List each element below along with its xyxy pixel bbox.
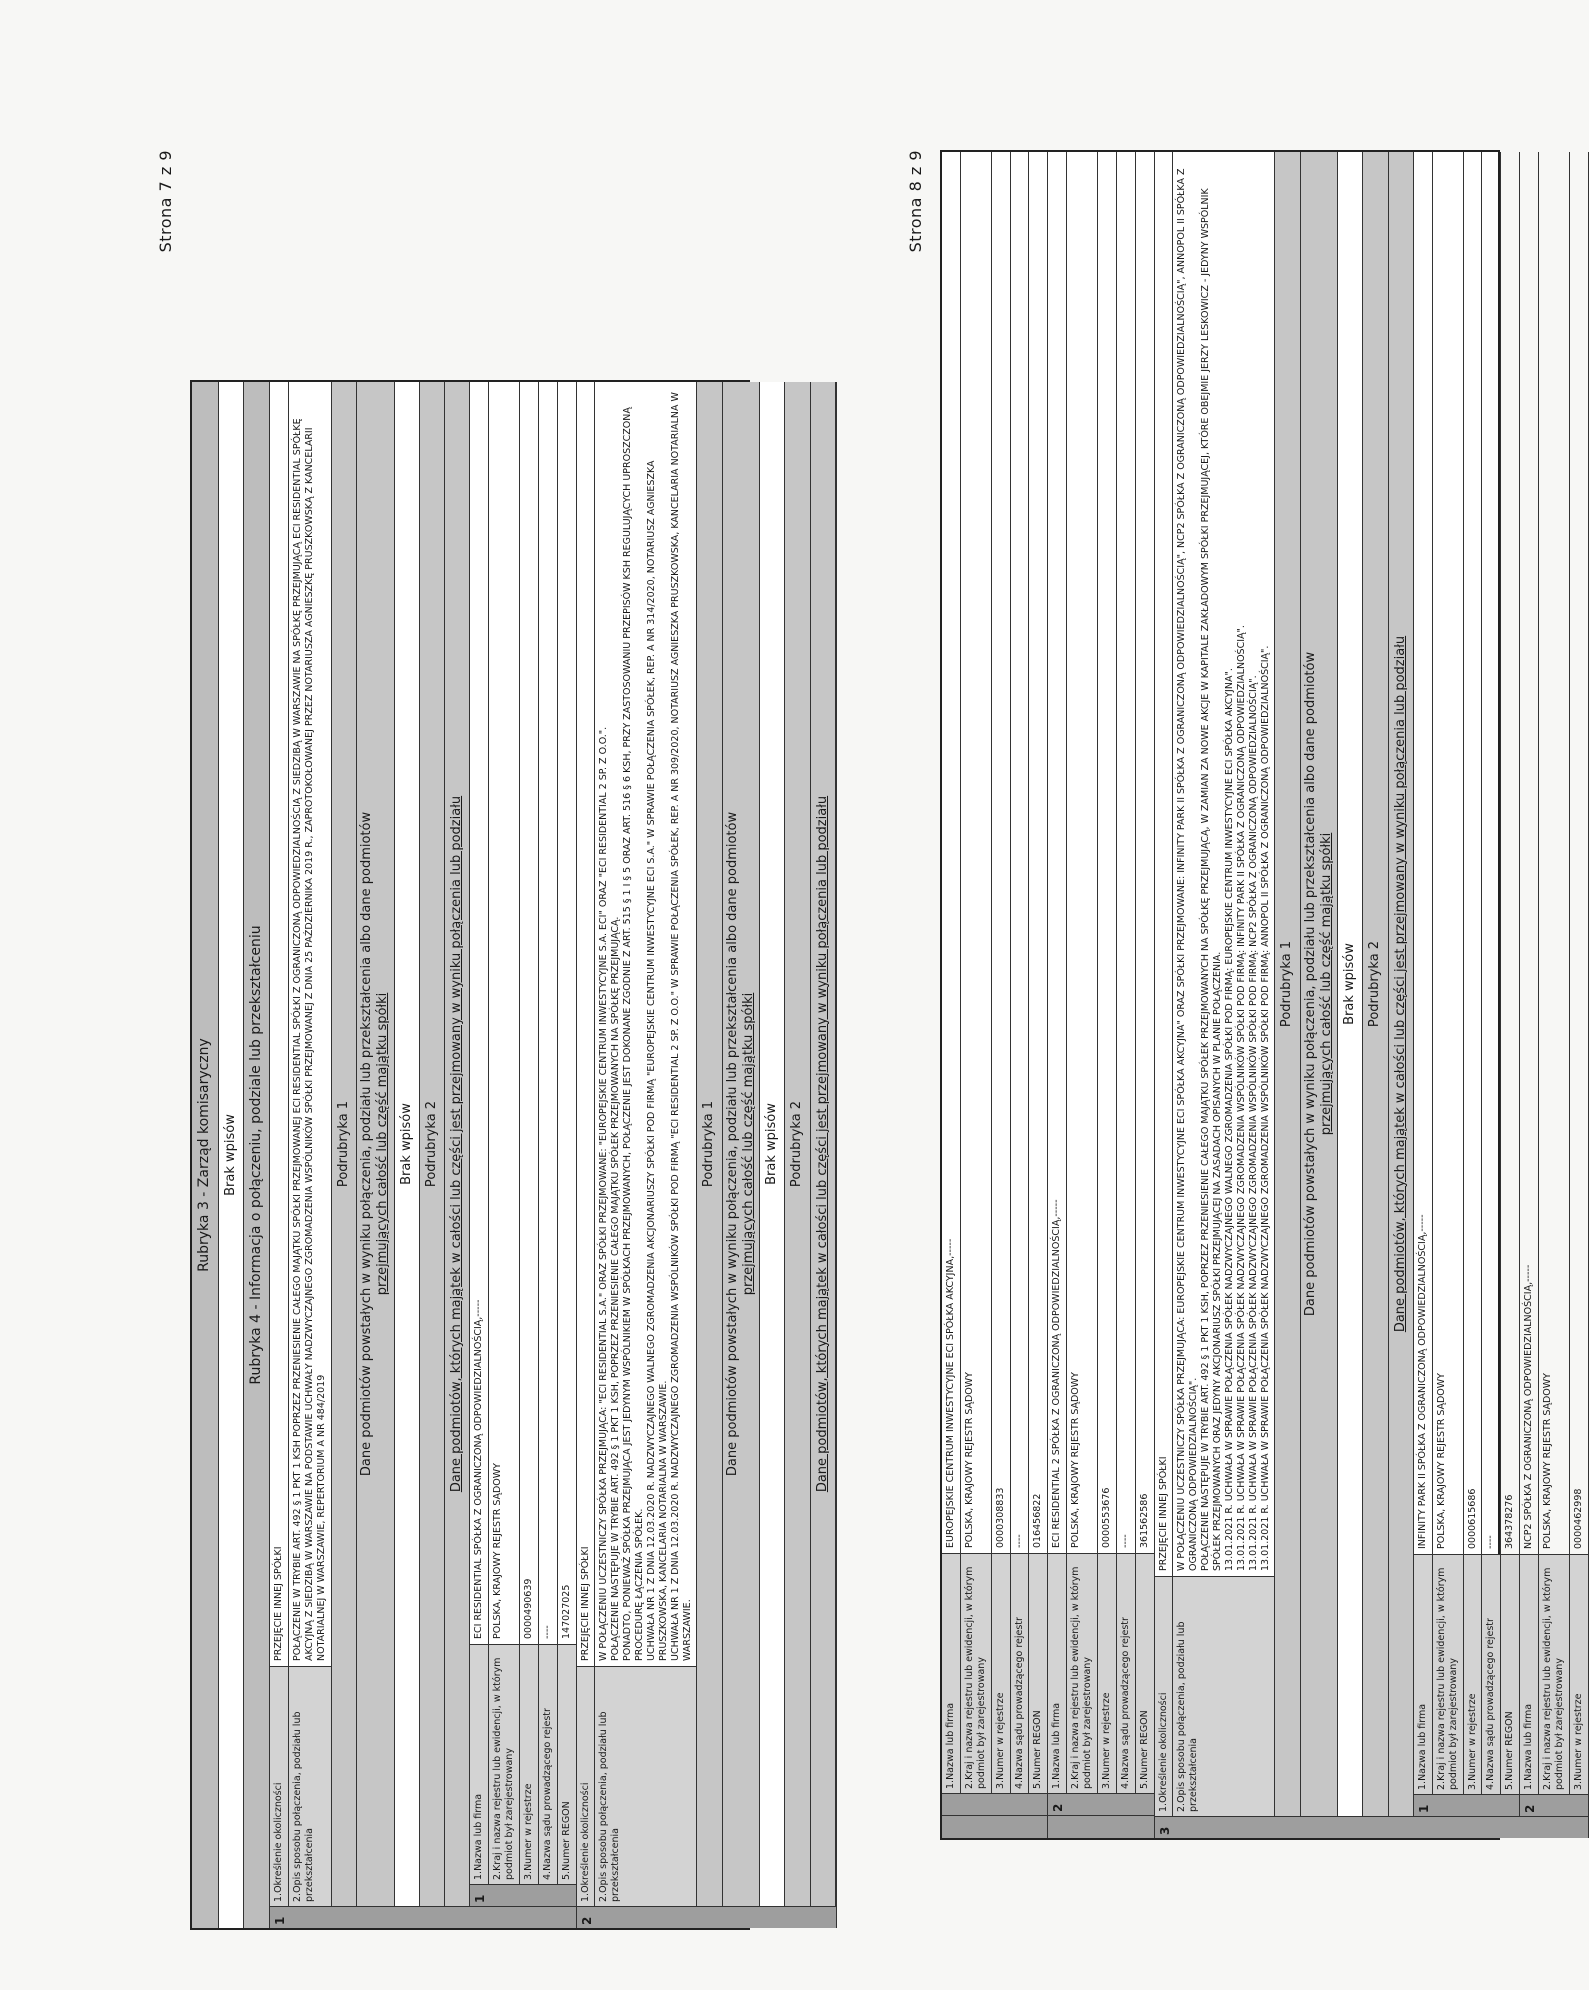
entity-index: 2 — [1048, 1793, 1153, 1815]
field-value: PRZEJĘCIE INNEJ SPÓŁKI — [1157, 1456, 1169, 1571]
field-label: 1.Określenie okoliczności — [1155, 1576, 1173, 1816]
field-label: 2.Opis sposobu połączenia, podziału lub przekształcenia — [1173, 1576, 1274, 1816]
rubryka-4-title: Rubryka 4 - Informacja o połączeniu, podziale lub przekształceniu — [244, 382, 271, 1928]
field-value: POLSKA, KRAJOWY REJESTR SĄDOWY — [492, 1463, 504, 1639]
podrubryka-1-desc — [723, 382, 761, 1906]
field-value: PRZEJĘCIE INNEJ SPÓŁKI — [273, 1546, 285, 1661]
page-number: Strona 8 z 9 — [906, 150, 925, 253]
podrubryka-2-desc: Dane podmiotów, których majątek w całości lub części jest przejmowany w wyniku połączenia lub podziału — [811, 382, 836, 1906]
podrubryka-2-desc: Dane podmiotów, których majątek w całości lub części jest przejmowany w wyniku połączenia lub podziału — [445, 382, 470, 1906]
gutter — [942, 1815, 1047, 1838]
field-value: 0000462998 — [1572, 1488, 1584, 1549]
field-label: 2.Kraj i nazwa rejestru lub ewidencji, w którym podmiot był zarejestrowany — [1433, 1554, 1463, 1794]
field-label: 2.Kraj i nazwa rejestru lub ewidencji, w którym podmiot był zarejestrowany — [961, 1553, 991, 1793]
page-number: Strona 7 z 9 — [156, 150, 175, 253]
field-label: 5.Numer REGON — [558, 1644, 576, 1884]
paragraph: W POŁĄCZENIU UCZESTNICZY SPÓŁKA PRZEJMUJĄCA: "ECI RESIDENTIAL S.A." ORAZ SPÓŁKI PRZEJMOWANE: "EUROPEJSKIE CENTRUM INWESTYCYJNE S.A. ECI" ORAZ "ECI RESIDENTIAL 2 SP. Z O.O.". — [598, 726, 610, 1661]
field-label: 4.Nazwa sądu prowadzącego rejestr — [1117, 1553, 1135, 1793]
field-label: 1.Nazwa lub firma — [1048, 1553, 1066, 1793]
podrubryka-1-title: Podrubryka 1 — [697, 382, 722, 1906]
podrubryka-2-title: Podrubryka 2 — [785, 382, 810, 1906]
register-sheet — [940, 150, 1584, 1840]
field-label: 4.Nazwa sądu prowadzącego rejestr — [1482, 1554, 1500, 1794]
field-value: 0000308833 — [994, 1487, 1006, 1548]
field-label: 2.Kraj i nazwa rejestru lub ewidencji, w którym podmiot był zarejestrowany — [1067, 1553, 1097, 1793]
paragraph: 13.01.2021 R. UCHWAŁA W SPRAWIE POŁĄCZENIA SPÓŁEK NADZWYCZAJNEGO ZGROMADZENIA WSPÓLNIKÓW SPÓŁKI POD FIRMĄ: INFINITY PARK II SPÓŁKA Z OGRANICZONĄ ODPOWIEDZIALNOŚCIĄ". — [1235, 625, 1247, 1571]
field-value: 016456822 — [1032, 1493, 1044, 1548]
field-value: POLSKA, KRAJOWY REJESTR SĄDOWY — [963, 1372, 975, 1548]
field-label: 1.Nazwa lub firma — [1520, 1554, 1538, 1794]
podrubryka-2-desc: Dane podmiotów, których majątek w całości lub części jest przejmowany w wyniku połączenia lub podziału — [1389, 152, 1414, 1816]
field-value-paragraphs — [1173, 152, 1274, 1576]
field-label: 2.Kraj i nazwa rejestru lub ewidencji, w którym podmiot był zarejestrowany — [1539, 1554, 1569, 1794]
podrubryka-1-empty: Brak wpisów — [395, 382, 420, 1906]
field-label: 1.Nazwa lub firma — [942, 1553, 960, 1793]
field-value: POLSKA, KRAJOWY REJESTR SĄDOWY — [1070, 1372, 1082, 1548]
related-entity-2 — [1048, 152, 1154, 1838]
field-label: 2.Kraj i nazwa rejestru lub ewidencji, w którym podmiot był zarejestrowany — [489, 1644, 519, 1884]
field-label: 2.Opis sposobu połączenia, podziału lub przekształcenia — [289, 1666, 331, 1906]
field-value: POLSKA, KRAJOWY REJESTR SĄDOWY — [1435, 1373, 1447, 1549]
podrubryka-1-desc-line1: Dane podmiotów powstałych w wyniku połączenia, podziału lub przekształcenia albo dane podmiotów — [359, 811, 374, 1477]
related-entity-1 — [470, 382, 575, 1906]
paragraph: 13.01.2021 R. UCHWAŁA W SPRAWIE POŁĄCZENIA SPÓŁEK NADZWYCZAJNEGO ZGROMADZENIA WSPÓLNIKÓW SPÓŁKI POD FIRMĄ: ANNOPOL II SPÓŁKA Z OGRANICZONĄ ODPOWIEDZIALNOŚCIĄ". — [1259, 645, 1271, 1571]
entity-index: 1 — [470, 1884, 575, 1906]
podrubryka-1-desc-line2: przejmujących całość lub część majątku spółki — [375, 992, 391, 1296]
field-label: 1.Określenie okoliczności — [577, 1666, 595, 1906]
field-label: 5.Numer REGON — [1136, 1553, 1154, 1793]
field-value: 147027025 — [560, 1584, 572, 1639]
podrubryka-1-desc-line2: przejmujących całość lub część majątku spółki — [1318, 832, 1334, 1136]
field-value: ---- — [1485, 1535, 1497, 1549]
field-label: 1.Nazwa lub firma — [1414, 1554, 1432, 1794]
field-value: EUROPEJSKIE CENTRUM INWESTYCYJNE ECI SPÓŁKA AKCYJNA,----- — [945, 1238, 956, 1548]
paragraph: 13.01.2021 R. UCHWAŁA W SPRAWIE POŁĄCZENIA SPÓŁEK NADZWYCZAJNEGO ZGROMADZENIA WSPÓLNIKÓW SPÓŁKI POD FIRMĄ: NCP2 SPÓŁKA Z OGRANICZONĄ ODPOWIEDZIALNOŚCIĄ". — [1247, 675, 1259, 1571]
paragraph: PONADTO, PONIEWAŻ SPÓŁKA PRZEJMUJĄCA JEST JEDYNYM WSPÓLNIKIEM W SPÓŁKACH PRZEJMOWANYCH, POŁĄCZENIE JEST DOKONANE ZGODNIE Z ART. 515 § 1 I § 5 ORAZ ART. 516 § 6 KSH, PRZY ZASTOSOWANIU PRZEPISÓW KSH REGULUJĄCYCH UPROSZCZONĄ PROCEDURĘ ŁĄCZENIA SPÓŁEK. — [622, 407, 645, 1661]
paragraph: W POŁĄCZENIU UCZESTNICZY SPÓŁKA PRZEJMUJĄCA: EUROPEJSKIE CENTRUM INWESTYCYJNE ECI SPÓŁKA AKCYJNA" ORAZ SPÓŁKI PRZEJMOWANE: INFINITY PARK II SPÓŁKA Z OGRANICZONĄ ODPOWIEDZIALNOŚCIĄ", NCP2 SPÓŁKA Z OGRANICZONĄ ODPOWIEDZIALNOŚCIĄ", ANNOPOL II SPÓŁKA Z OGRANICZONĄ ODPOWIEDZIALNOŚCIĄ". — [1176, 168, 1200, 1571]
field-label: 3.Numer w rejestrze — [1464, 1554, 1482, 1794]
field-value: ECI RESIDENTIAL SPÓŁKA Z OGRANICZONĄ ODPOWIEDZIALNOŚCIĄ,----- — [473, 1299, 485, 1639]
field-value: POŁĄCZENIE W TRYBIE ART. 492 § 1 PKT 1 KSH POPRZEZ PRZENIESIENIE CAŁEGO MAJĄTKU SPÓŁKI PRZEJMOWANEJ ECI RESIDENTIAL SPÓŁKI Z OGRANICZONĄ ODPOWIEDZIALNOŚCIĄ Z SIEDZIBĄ W WARSZAWIE NA SPÓŁKĘ PRZEJMUJĄCĄ ECI RESIDENTIAL SPÓŁKĘ AKCYJNĄ Z SIEDZIBĄ W WARSZAWIE NA PODSTAWIE UCHWAŁY NADZWYCZAJNEGO ZGROMADZENIA WSPÓLNIKÓW SPÓŁKI PRZEJMOWANEJ Z DNIA 25 PAŹDZIERNIKA 2019 R., ZAPROTOKOŁOWANEJ PRZEZ NOTARIUSZA AGNIESZKĘ PRUSZKOWSKĄ Z KANCELARII NOTARIALNEJ W WARSZAWIE, REPERTORIUM A NR 484/2019 — [292, 418, 327, 1661]
podrubryka-1-desc — [357, 382, 395, 1906]
paragraph: 13.01.2021 R. UCHWAŁA W SPRAWIE POŁĄCZENIA SPÓŁEK NADZWYCZAJNEGO WALNEGO ZGROMADZENIA SPÓŁKI POD FIRMĄ: EUROPEJSKIE CENTRUM INWESTYCYJNE ECI SPÓŁKA AKCYJNA". — [1223, 668, 1235, 1571]
field-label: 3.Numer w rejestrze — [1570, 1554, 1588, 1794]
paragraph: POŁĄCZENIE NASTĘPUJE W TRYBIE ART. 492 § 1 PKT 1 KSH, POPRZEZ PRZENIESIENIE CAŁEGO MAJĄTKU SPÓŁEK PRZEJMOWANYCH NA SPÓŁKĘ PRZEJMUJĄCĄ. — [610, 916, 622, 1661]
entry-index: 3 — [1155, 1816, 1588, 1838]
field-label: 4.Nazwa sądu prowadzącego rejestr — [539, 1644, 557, 1884]
podrubryka-2-title: Podrubryka 2 — [420, 382, 445, 1906]
rubryka-3-title: Rubryka 3 - Zarząd komisaryczny — [192, 382, 219, 1928]
podrubryka-1-empty: Brak wpisów — [1338, 152, 1363, 1816]
entry-1 — [270, 382, 576, 1928]
field-label: 1.Nazwa lub firma — [470, 1644, 488, 1884]
paragraph: POŁĄCZENIE NASTĘPUJE W TRYBIE ART. 492 § 1 PKT 1 KSH, POPRZEZ PRZENIESIENIE CAŁEGO MAJĄTKU SPÓŁEK PRZEJMOWANYCH NA SPÓŁKĘ PRZEJMUJĄCĄ, W ZAMIAN ZA NOWE AKCJE W KAPITALE ZAKŁADOWYM SPÓŁKI PRZEJMUJĄCEJ, KTÓRE OBEJMIE JERZY LESKOWICZ - JEDYNY WSPÓLNIK SPÓŁEK PRZEJMOWANYCH ORAZ JEDYNY AKCJONARIUSZ SPÓŁKI PRZEJMUJĄCEJ NA ZASADACH OPISANYCH W PLANIE POŁĄCZENIA. — [1200, 188, 1223, 1571]
rubryka-3-empty: Brak wpisów — [219, 382, 244, 1928]
field-value: ---- — [1013, 1534, 1025, 1548]
field-value: NCP2 SPÓŁKA Z OGRANICZONĄ ODPOWIEDZIALNOŚCIĄ,----- — [1523, 1264, 1535, 1549]
entity-index — [942, 1793, 1047, 1815]
field-label: 5.Numer REGON — [1029, 1553, 1047, 1793]
field-value: ---- — [541, 1625, 553, 1639]
field-value: POLSKA, KRAJOWY REJESTR SĄDOWY — [1542, 1373, 1553, 1549]
podrubryka-1-empty: Brak wpisów — [760, 382, 785, 1906]
field-value-paragraphs — [595, 382, 696, 1666]
field-value: 361562586 — [1138, 1493, 1150, 1548]
podrubryka-1-desc-line1: Dane podmiotów powstałych w wyniku połączenia, podziału lub przekształcenia albo dane podmiotów — [724, 811, 740, 1477]
field-label: 3.Numer w rejestrze — [520, 1644, 538, 1884]
field-value: 0000615686 — [1466, 1488, 1478, 1549]
entity-index: 2 — [1520, 1794, 1588, 1816]
entry-index: 1 — [270, 1906, 575, 1928]
field-value: 0000490639 — [522, 1578, 534, 1639]
field-label: 3.Numer w rejestrze — [992, 1553, 1010, 1793]
paragraph: UCHWAŁA NR 1 Z DNIA 12.03.2020 R. NADZWYCZAJNEGO ZGROMADZENIA WSPÓLNIKÓW SPÓŁKI POD FIRMĄ "ECI RESIDENTIAL 2 SP. Z O.O." W SPRAWIE POŁĄCZENIA SPÓŁEK, REP. A NR 309/2020, NOTARIUSZ AGNIESZKA PRUSZKOWSKA, KANCELARIA NOTARIALNA W WARSZAWIE. — [669, 392, 693, 1661]
gutter — [1048, 1815, 1153, 1838]
related-entity-1 — [1414, 152, 1520, 1816]
register-sheet — [190, 380, 830, 1930]
page-8 — [900, 140, 1584, 1990]
podrubryka-1-title: Podrubryka 1 — [1275, 152, 1300, 1816]
related-entity-2 — [1520, 152, 1588, 1816]
field-label: 3.Numer w rejestrze — [1098, 1553, 1116, 1793]
field-label: 2.Opis sposobu połączenia, podziału lub przekształcenia — [595, 1666, 696, 1906]
field-value: PRZEJĘCIE INNEJ SPÓŁKI — [579, 1546, 591, 1661]
field-value: ---- — [1119, 1534, 1131, 1548]
related-entity-1-continued — [942, 152, 1048, 1838]
podrubryka-1-title: Podrubryka 1 — [332, 382, 357, 1906]
entry-2 — [577, 382, 837, 1928]
entry-3 — [1155, 152, 1589, 1838]
field-value: 0000553676 — [1100, 1487, 1112, 1548]
field-value: INFINITY PARK II SPÓŁKA Z OGRANICZONĄ ODPOWIEDZIALNOŚCIĄ,----- — [1416, 1214, 1428, 1549]
entity-index: 1 — [1414, 1794, 1519, 1816]
paragraph: UCHWAŁA NR 1 Z DNIA 12.03.2020 R. NADZWYCZAJNEGO WALNEGO ZGROMADZENIA AKCJONARIUSZY SPÓŁKI POD FIRMĄ "EUROPEJSKIE CENTRUM INWESTYCYJNE ECI S.A." W SPRAWIE POŁĄCZENIA SPÓŁEK, REP. A NR 314/2020, NOTARIUSZ AGNIESZKA PRUSZKOWSKA, KANCELARIA NOTARIALNA W WARSZAWIE. — [645, 460, 669, 1661]
page-7 — [150, 140, 830, 1990]
entry-index: 2 — [577, 1906, 836, 1928]
field-label: 1.Określenie okoliczności — [270, 1666, 288, 1906]
field-label: 4.Nazwa sądu prowadzącego rejestr — [1011, 1553, 1029, 1793]
podrubryka-1-desc-line1: Dane podmiotów powstałych w wyniku połączenia, podziału lub przekształcenia albo dane podmiotów — [1302, 651, 1318, 1317]
podrubryka-1-desc — [1301, 152, 1339, 1816]
field-value: ECI RESIDENTIAL 2 SPÓŁKA Z OGRANICZONĄ ODPOWIEDZIALNOŚCIĄ,----- — [1051, 1199, 1063, 1548]
podrubryka-2-title: Podrubryka 2 — [1363, 152, 1388, 1816]
field-label: 5.Numer REGON — [1501, 1554, 1519, 1794]
podrubryka-1-desc-line2: przejmujących całość lub część majątku spółki — [740, 992, 756, 1296]
field-value: 364378276 — [1504, 1494, 1516, 1549]
